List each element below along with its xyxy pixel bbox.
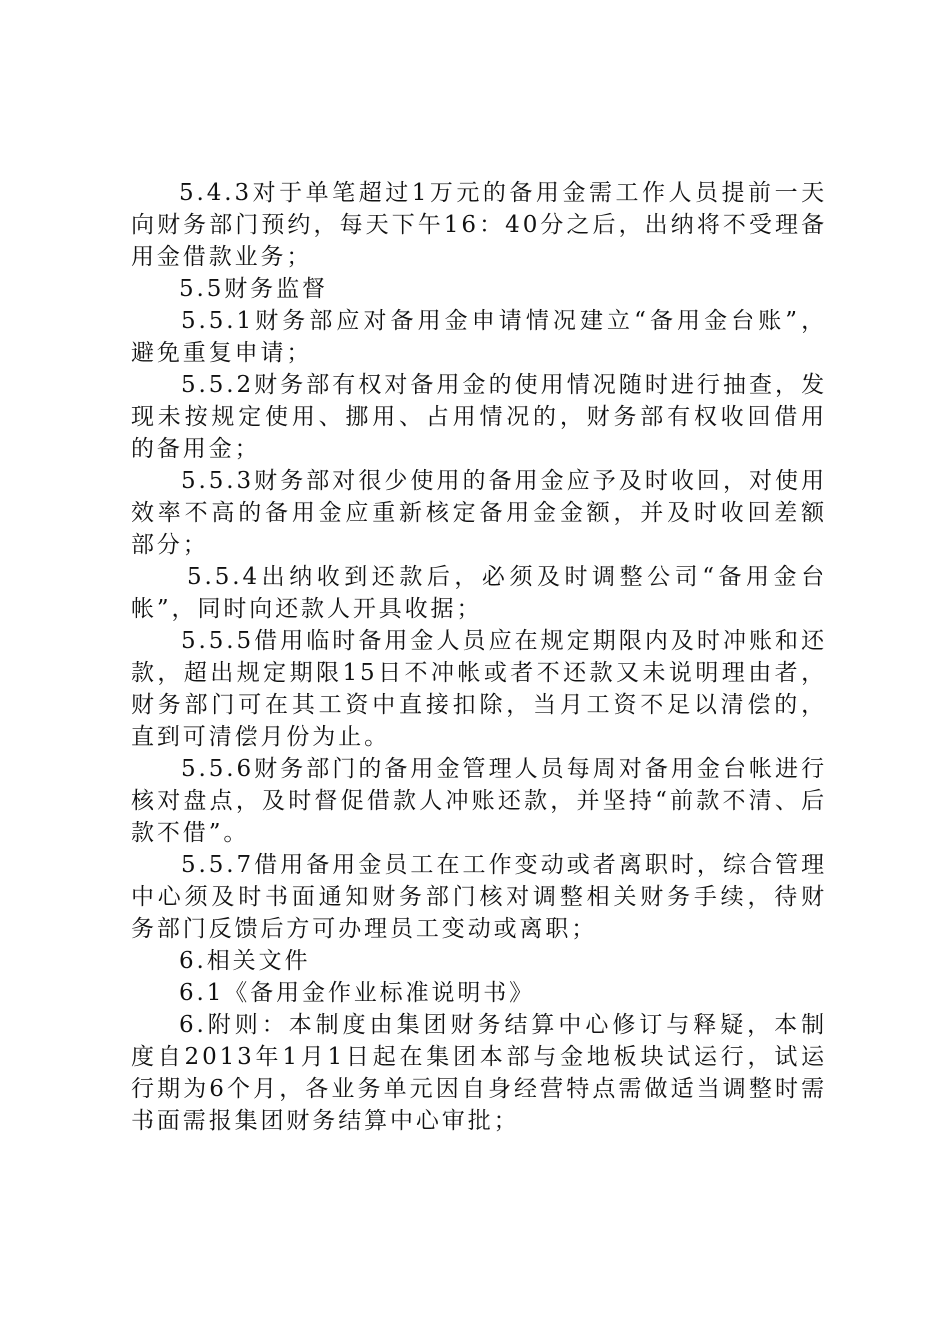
paragraph-5-4-3: 5.4.3对于单笔超过1万元的备用金需工作人员提前一天向财务部门预约，每天下午16：40分之后，出纳将不受理备用金借款业务； (131, 180, 827, 270)
paragraph-5-5-6: 5.5.6财务部门的备用金管理人员每周对备用金台帐进行核对盘点，及时督促借款人冲账还款，并坚持“前款不清、后款不借”。 (131, 756, 827, 846)
paragraph-5-5-7: 5.5.7借用备用金员工在工作变动或者离职时，综合管理中心须及时书面通知财务部门核对调整相关财务手续，待财务部门反馈后方可办理员工变动或离职； (131, 852, 827, 942)
paragraph-5-5-5: 5.5.5借用临时备用金人员应在规定期限内及时冲账和还款，超出规定期限15日不冲帐或者不还款又未说明理由者，财务部门可在其工资中直接扣除，当月工资不足以清偿的，直到可清偿月份为止。 (131, 628, 827, 750)
heading-5-5-financial-supervision: 5.5财务监督 (179, 276, 328, 302)
paragraph-5-5-2: 5.5.2财务部有权对备用金的使用情况随时进行抽查，发现未按规定使用、挪用、占用情况的，财务部有权收回借用的备用金； (131, 372, 827, 462)
paragraph-5-5-1: 5.5.1财务部应对备用金申请情况建立“备用金台账”，避免重复申请； (131, 308, 827, 366)
paragraph-6-supplementary-provisions: 6.附则：本制度由集团财务结算中心修订与释疑，本制度自2013年1月1日起在集团本部与金地板块试运行，试运行期为6个月，各业务单元因自身经营特点需做适当调整时需书面需报集团财务结算中心审批； (131, 1012, 827, 1134)
heading-6-related-files: 6.相关文件 (179, 948, 311, 974)
paragraph-5-5-3: 5.5.3财务部对很少使用的备用金应予及时收回，对使用效率不高的备用金应重新核定备用金金额，并及时收回差额部分； (131, 468, 827, 558)
document-body (131, 177, 827, 1137)
paragraph-6-1: 6.1《备用金作业标准说明书》 (179, 980, 536, 1006)
paragraph-5-5-4: 5.5.4出纳收到还款后，必须及时调整公司“备用金台帐”，同时向还款人开具收据； (131, 564, 827, 622)
